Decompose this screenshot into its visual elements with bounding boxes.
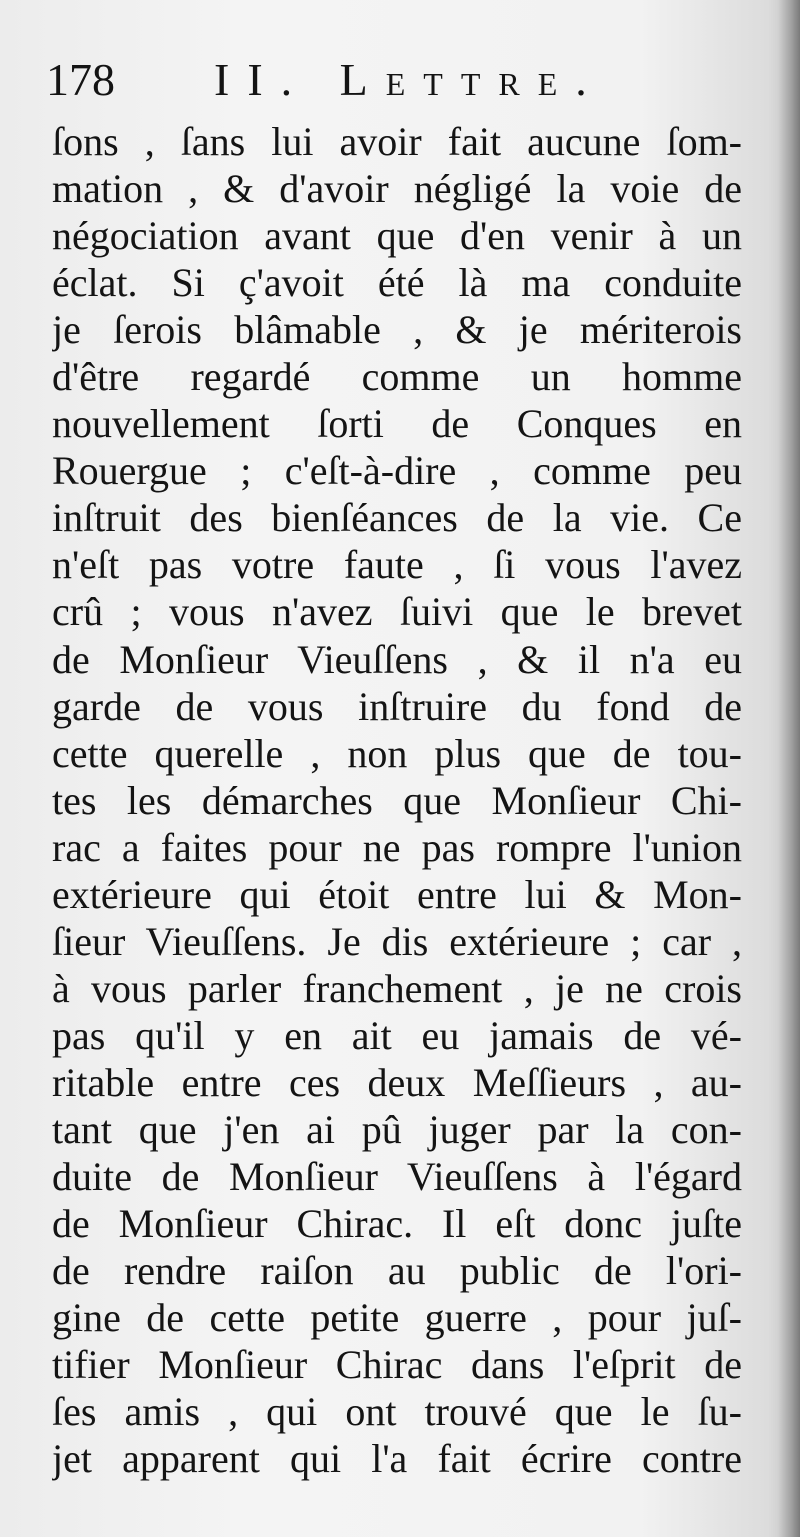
text-line: négociation avant que d'en venir à un (52, 213, 742, 259)
text-line: ritable entre ces deux Meſſieurs , au- (52, 1059, 742, 1105)
text-line: duite de Monſieur Vieuſſens à l'égard (52, 1154, 742, 1200)
text-line: crû ; vous n'avez ſuivi que le brevet (52, 589, 742, 635)
text-line: d'être regardé comme un homme (52, 354, 742, 400)
text-line: cette querelle , non plus que de tou- (52, 730, 742, 776)
text-line: gine de cette petite guerre , pour juſ- (52, 1295, 742, 1341)
text-line: garde de vous inſtruire du fond de (52, 683, 742, 729)
text-line: de Monſieur Vieuſſens , & il n'a eu (52, 636, 742, 682)
text-line: je ſerois blâmable , & je mériterois (52, 307, 742, 353)
text-line: pas qu'il y en ait eu jamais de vé- (52, 1012, 742, 1058)
text-line: tifier Monſieur Chirac dans l'eſprit de (52, 1342, 742, 1388)
text-line: ſes amis , qui ont trouvé que le ſu- (52, 1389, 742, 1435)
running-head (46, 50, 766, 110)
text-line: tes les démarches que Monſieur Chi- (52, 777, 742, 823)
page-number: 178 (46, 54, 115, 105)
text-line: éclat. Si ç'avoit été là ma conduite (52, 260, 742, 306)
text-line: inſtruit des bienſéances de la vie. Ce (52, 495, 742, 541)
text-line: Rouergue ; c'eſt-à-dire , comme peu (52, 448, 742, 494)
text-line: rac a faites pour ne pas rompre l'union (52, 824, 742, 870)
text-line: mation , & d'avoir négligé la voie de (52, 166, 742, 212)
text-line: extérieure qui étoit entre lui & Mon- (52, 871, 742, 917)
text-line: jet apparent qui l'a fait écrire contre (52, 1436, 742, 1482)
body-text (52, 118, 742, 1482)
binding-shadow (778, 0, 800, 1537)
text-line: n'eſt pas votre faute , ſi vous l'avez (52, 542, 742, 588)
text-line: à vous parler franchement , je ne crois (52, 965, 742, 1011)
text-line: de Monſieur Chirac. Il eſt donc juſte (52, 1201, 742, 1247)
running-title: II. Lettre. (214, 54, 605, 105)
text-line: tant que j'en ai pû juger par la con- (52, 1106, 742, 1152)
text-line: ſieur Vieuſſens. Je dis extérieure ; car , (52, 918, 742, 964)
text-line: ſons , ſans lui avoir fait aucune ſom- (52, 119, 742, 164)
text-line: de rendre raiſon au public de l'ori- (52, 1248, 742, 1294)
text-line: nouvellement ſorti de Conques en (52, 401, 742, 447)
